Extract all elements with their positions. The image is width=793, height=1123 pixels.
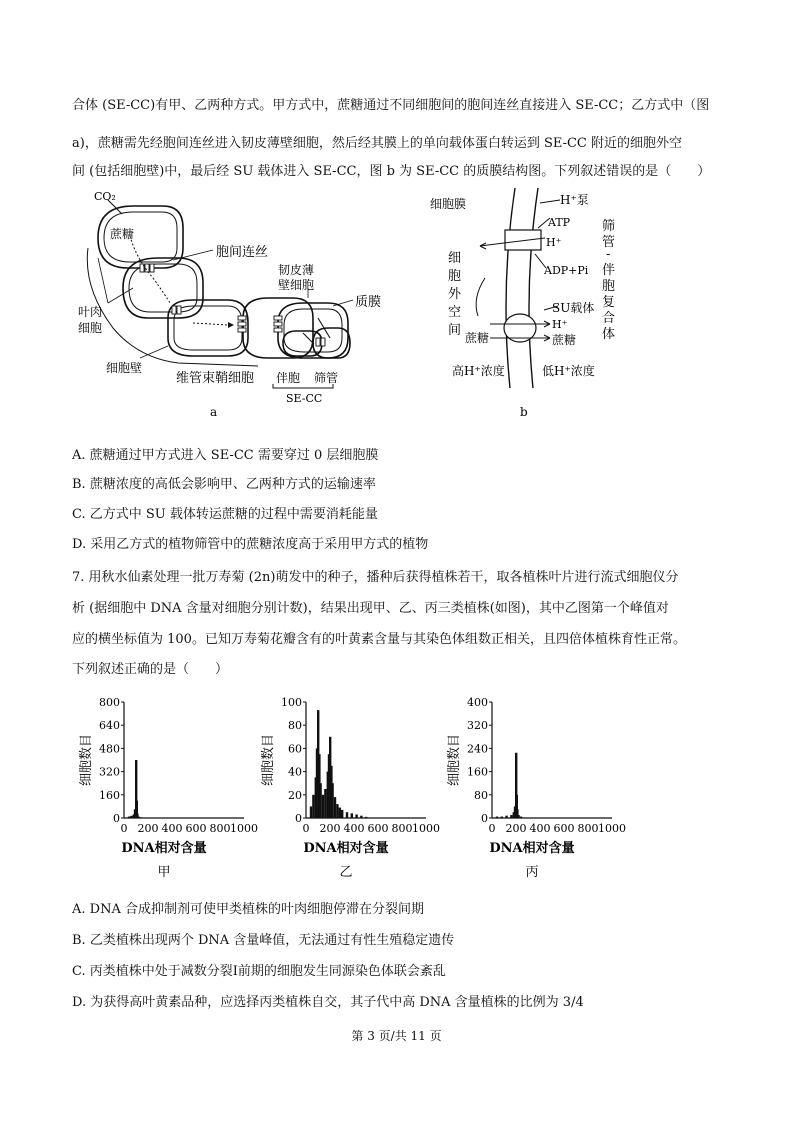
y-tick-label: 40	[288, 765, 302, 779]
x-tick-label: 800	[577, 822, 599, 835]
x-tick-label: 400	[161, 822, 183, 835]
extracellular-label-2: 胞	[448, 269, 462, 284]
extracellular-label-5: 间	[448, 323, 462, 338]
y-tick-label: 160	[99, 788, 120, 802]
y-tick-label: 0	[113, 812, 120, 825]
q7-stem-line: 下列叙述正确的是（ ）	[72, 662, 229, 677]
chart-caption: 乙	[339, 865, 353, 880]
su-carrier-label: SU载体	[552, 301, 595, 315]
x-tick-label: 800	[209, 822, 231, 835]
histogram-bar	[355, 815, 357, 818]
y-tick-label: 80	[474, 788, 488, 802]
h-pump-label: H⁺泵	[560, 193, 589, 207]
histogram-bar	[360, 816, 362, 818]
histogram-bar	[520, 817, 522, 818]
y-tick-label: 100	[281, 696, 302, 709]
x-tick-label: 0	[302, 822, 310, 835]
h-pump-shape	[505, 230, 541, 250]
sieve-tube-label: 筛管	[314, 371, 339, 385]
q7-option-c: C. 丙类植株中处于减数分裂Ⅰ前期的细胞发生同源染色体联会紊乱	[72, 964, 446, 979]
se-cc-label: SE-CC	[286, 392, 323, 405]
histogram-bar	[130, 816, 132, 818]
extracellular-label-3: 外	[448, 287, 462, 302]
x-tick-label: 200	[505, 822, 527, 835]
figure-a-caption: a	[210, 405, 218, 419]
sucrose-label: 蔗糖	[110, 227, 135, 241]
histogram-bar	[365, 817, 367, 818]
adp-label: ADP+Pi	[544, 264, 589, 277]
plasmodesmata-label: 胞间连丝	[216, 245, 269, 260]
histogram-jia	[80, 692, 260, 882]
x-tick-label: 200	[319, 822, 341, 835]
x-axis-label: DNA相对含量	[303, 841, 389, 856]
histogram-bar	[346, 812, 348, 818]
histogram-bar	[505, 816, 507, 818]
sucrose-left-label: 蔗糖	[465, 331, 490, 345]
y-tick-label: 0	[295, 812, 302, 825]
q7-option-d: D. 为获得高叶黄素品种，应选择丙类植株自交，其子代中高 DNA 含量植株的比例为 3/4	[72, 995, 584, 1010]
q6-option-c: C. 乙方式中 SU 载体转运蔗糖的过程中需要消耗能量	[72, 507, 378, 522]
q6-option-d: D. 采用乙方式的植物筛管中的蔗糖浓度高于采用甲方式的植物	[72, 537, 429, 552]
x-tick-label: 200	[137, 822, 159, 835]
histogram-bar	[336, 804, 338, 818]
cell-wall-label: 细胞壁	[106, 361, 143, 375]
histogram-bar	[331, 783, 333, 818]
y-tick-label: 480	[99, 742, 120, 756]
q6-intro-line: 合体 (SE-CC)有甲、乙两种方式。甲方式中，蔗糖通过不同细胞间的胞间连丝直接进入 SE-CC；乙方式中（图	[72, 98, 710, 113]
histogram-bar	[128, 817, 130, 818]
se-cc-vertical-label: 胞	[602, 279, 616, 294]
histogram-bar	[341, 810, 343, 818]
y-tick-label: 800	[99, 696, 120, 709]
extracellular-label-4: 空	[448, 305, 462, 320]
q7-stem-line: 7. 用秋水仙素处理一批万寿菊 (2n)萌发中的种子，播种后获得植株若干，取各植株叶片进行流式细胞仪分	[72, 570, 679, 585]
membrane-label: 细胞膜	[430, 197, 467, 211]
figure-b-caption: b	[520, 405, 528, 419]
extracellular-label-1: 细	[448, 251, 462, 266]
sucrose-right-label: 蔗糖	[552, 333, 577, 347]
q7-option-a: A. DNA 合成抑制剂可使甲类植株的叶肉细胞停滞在分裂间期	[72, 902, 424, 917]
chart-caption: 丙	[525, 865, 539, 880]
low-h-label: 低H⁺浓度	[542, 364, 595, 378]
x-tick-label: 0	[488, 822, 496, 835]
q7-option-b: B. 乙类植株出现两个 DNA 含量峰值，无法通过有性生殖稳定遗传	[72, 933, 455, 948]
mesophyll-label-2: 细胞	[78, 321, 103, 335]
q7-stem-line: 应的横坐标值为 100。已知万寿菊花瓣含有的叶黄素含量与其染色体组数正相关，且四倍体植株育性正常。	[72, 632, 686, 647]
y-tick-label: 640	[99, 719, 120, 733]
x-tick-label: 1000	[412, 822, 440, 835]
histogram-bar	[517, 815, 519, 818]
q6-option-a: A. 蔗糖通过甲方式进入 SE-CC 需要穿过 0 层细胞膜	[72, 448, 379, 463]
phloem-parenchyma-label-1: 韧皮薄	[278, 263, 315, 277]
plasma-membrane-label: 质膜	[355, 295, 382, 310]
histogram-bar	[312, 795, 314, 818]
histogram-bar	[140, 817, 142, 818]
se-cc-vertical-label: 筛	[602, 219, 616, 234]
page-footer: 第 3 页/共 11 页	[351, 1029, 442, 1043]
x-axis-label: DNA相对含量	[121, 841, 207, 856]
atp-label: ATP	[548, 216, 571, 229]
histogram-bar	[496, 817, 498, 818]
se-cc-vertical-label: 体	[602, 327, 616, 342]
h-plus-2-label: H⁺	[552, 318, 568, 331]
y-tick-label: 60	[288, 742, 302, 756]
histogram-bar	[510, 815, 512, 818]
y-tick-label: 240	[467, 742, 488, 756]
histogram-bing	[448, 692, 628, 882]
histogram-bar	[334, 797, 336, 818]
y-tick-label: 320	[99, 765, 120, 779]
x-axis-label: DNA相对含量	[489, 841, 575, 856]
histogram-bar	[322, 795, 324, 818]
x-tick-label: 600	[553, 822, 575, 835]
x-tick-label: 800	[391, 822, 413, 835]
y-tick-label: 400	[467, 696, 488, 709]
q6-intro-line: 间 (包括细胞壁)中，最后经 SU 载体进入 SE-CC，图 b 为 SE-CC 的质膜结构图。下列叙述错误的是（ ）	[72, 164, 711, 179]
chart-caption: 甲	[157, 865, 171, 880]
y-tick-label: 20	[288, 788, 302, 802]
high-h-label: 高H⁺浓度	[452, 364, 505, 378]
y-tick-label: 160	[467, 765, 488, 779]
figure-b	[420, 188, 630, 418]
co2-label: CO₂	[94, 190, 116, 203]
phloem-parenchyma-label-2: 壁细胞	[278, 278, 315, 292]
histogram-bar	[351, 813, 353, 818]
q7-stem-line: 析 (据细胞中 DNA 含量对细胞分别计数)，结果出现甲、乙、丙三类植株(如图)，其中乙图第一个峰值对	[72, 601, 669, 616]
histogram-bar	[339, 808, 341, 818]
y-axis-label: 细胞数目	[79, 733, 94, 787]
h-plus-label: H⁺	[546, 236, 562, 249]
se-cc-vertical-label: 管	[602, 235, 616, 250]
histogram-bar	[310, 806, 312, 818]
x-tick-label: 400	[343, 822, 365, 835]
figure-a	[78, 188, 382, 419]
x-tick-label: 1000	[598, 822, 626, 835]
histogram-bar	[137, 817, 139, 818]
se-cc-vertical-label: 合	[602, 311, 616, 326]
x-tick-label: 600	[367, 822, 389, 835]
x-tick-label: 600	[185, 822, 207, 835]
histogram-bar	[501, 817, 503, 818]
x-tick-label: 1000	[230, 822, 258, 835]
histogram-bar	[319, 783, 321, 818]
histogram-yi	[262, 692, 442, 882]
histogram-bar	[324, 789, 326, 818]
mesophyll-label-1: 叶肉	[78, 305, 103, 319]
x-tick-label: 400	[529, 822, 551, 835]
se-cc-vertical-label: 复	[602, 295, 616, 310]
q6-option-b: B. 蔗糖浓度的高低会影响甲、乙两种方式的运输速率	[72, 477, 376, 492]
y-axis-label: 细胞数目	[261, 733, 276, 787]
q6-intro-line: a)，蔗糖需先经胞间连丝进入韧皮薄壁细胞，然后经其膜上的单向载体蛋白转运到 SE-CC 附近的细胞外空	[72, 136, 683, 151]
x-tick-label: 0	[120, 822, 128, 835]
y-axis-label: 细胞数目	[447, 733, 462, 787]
se-cc-vertical-label: -	[606, 247, 611, 262]
y-tick-label: 320	[467, 719, 488, 733]
companion-cell-label: 伴胞	[276, 371, 301, 385]
se-cc-vertical-label: 伴	[602, 263, 616, 278]
y-tick-label: 80	[288, 719, 302, 733]
bundle-sheath-label: 维管束鞘细胞	[176, 371, 255, 386]
y-tick-label: 0	[481, 812, 488, 825]
